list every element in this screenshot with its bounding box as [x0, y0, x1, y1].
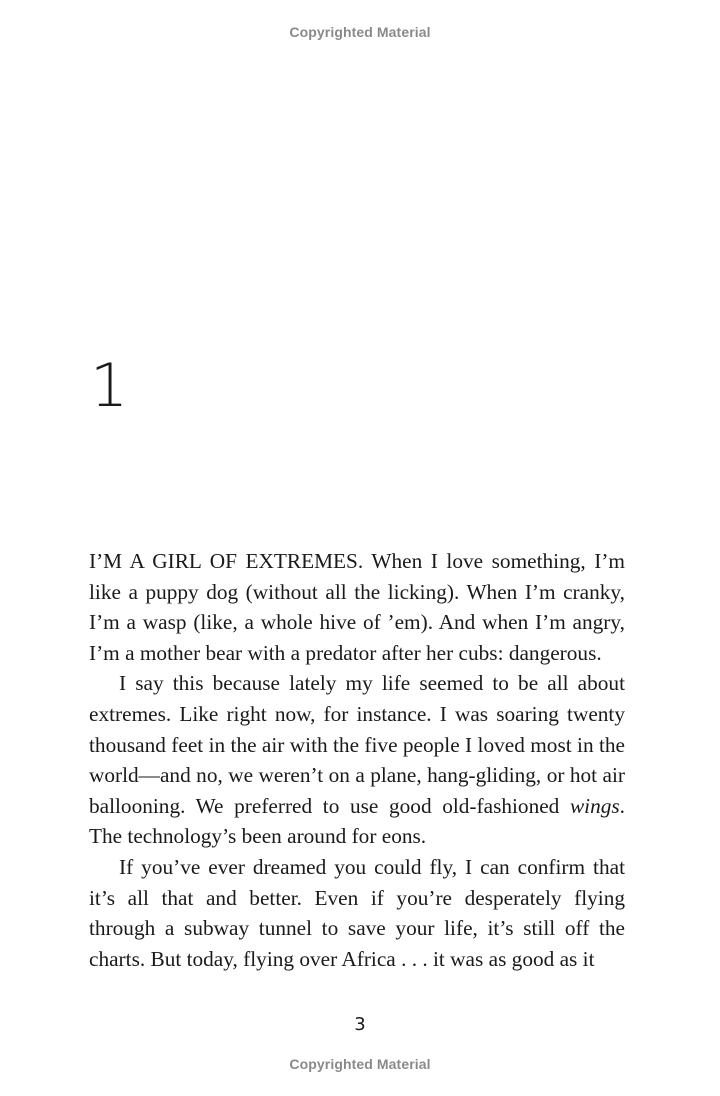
page-number: 3 — [354, 1014, 366, 1035]
paragraph-2-text-end: . The technology’s been around for eons. — [89, 793, 625, 849]
copyright-watermark-top: Copyrighted Material — [289, 24, 431, 40]
chapter-number: 1 — [90, 351, 129, 421]
paragraph-1: I’M A GIRL OF EXTREMES. When I love something, I’m like a puppy dog (without all the licking). When I’m cranky, I’m a wasp (like, a whole hive of ’em). And when I’m angry, I’m a mother bear with a predator after her cubs: dangerous. — [89, 549, 625, 665]
paragraph-2-text-start: I say this because lately my life seemed to be all about extremes. Like right now, for instance. I was soaring twenty thousand feet in the air with the five people I loved most in the world—and no, we weren’t on a plane, hang-gliding, or hot air ballooning. We preferred to use good old-fashioned — [89, 671, 625, 818]
copyright-watermark-bottom: Copyrighted Material — [289, 1056, 431, 1072]
paragraph-3: If you’ve ever dreamed you could fly, I can confirm that it’s all that and better. Even if you’re desperately flying through a subway tunnel to save your life, it’s still off the charts. But today, flying over Africa . . . it was as good as it — [89, 854, 625, 971]
paragraph-2-italic-word: wings — [569, 793, 620, 818]
paragraph-2 — [89, 668, 625, 852]
chapter-body-text — [89, 546, 625, 974]
